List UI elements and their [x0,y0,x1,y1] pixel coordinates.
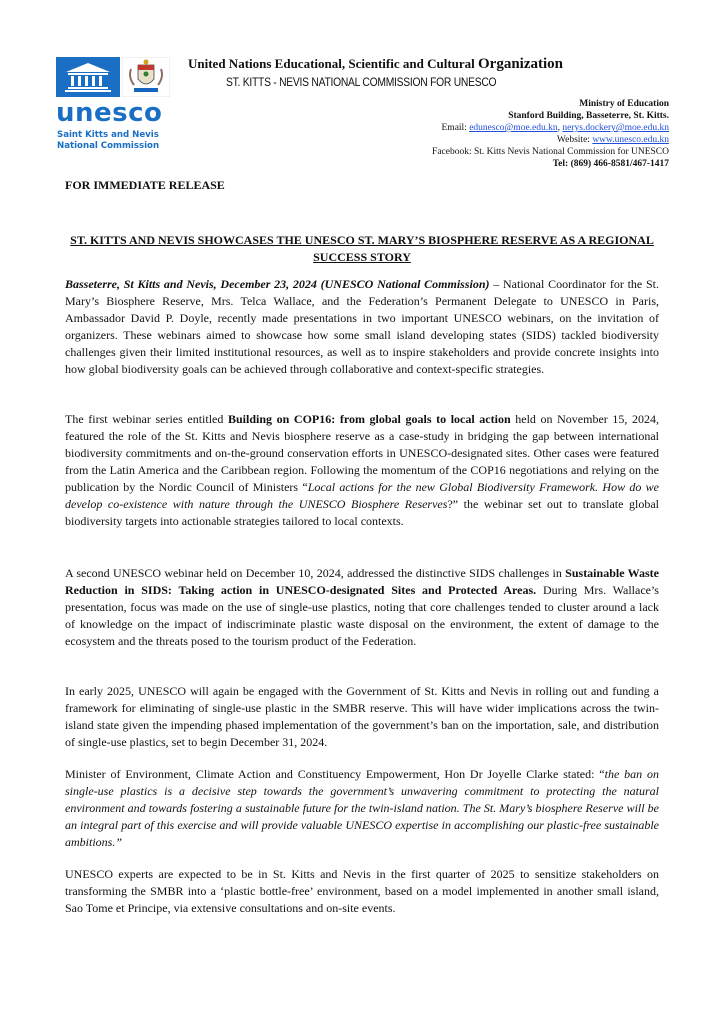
ministry-line: Ministry of Education [579,99,669,109]
p2-text-a: The first webinar series entitled [65,412,228,426]
website-line [557,134,669,146]
p3-text-a: A second UNESCO webinar held on December 10, 2024, addressed the distinctive SIDS challenges in [65,566,566,580]
email-label: Email: [441,123,470,133]
paragraph-1-lead: Basseterre, St Kitts and Nevis, December 23, 2024 (UNESCO National Commission) [65,277,490,291]
org-title-part2: Organization [478,56,564,72]
telephone-line: Tel: (869) 466-8581/467-1417 [552,159,669,169]
p2-bold-title: Building on COP16: from global goals to local action [227,412,511,426]
release-label: FOR IMMEDIATE RELEASE [65,178,225,192]
website-label: Website: [556,135,593,145]
paragraph-3 [65,565,659,650]
organization-title [188,56,563,73]
building-line: Stanford Building, Basseterre, St. Kitts. [508,111,669,121]
paragraph-6: UNESCO experts are expected to be in St. Kitts and Nevis in the first quarter of 2025 to sensitize stakeholders on transforming the SMBR into a ‘plastic bottle-free’ environment, based on a model implemented in another small island, Sao Tome et Principe, via extensive consultations and on-site events. [65,867,659,915]
p3-bold-title: Sustainable Waste Reduction in SIDS: Taking action in UNESCO-designated Sites and Protected Areas. [65,566,659,597]
paragraph-2 [65,411,659,530]
p5-italic-quote: the ban on single-use plastics is a decisive step towards the government’s unwavering commitment to protecting the natural environment and towards fostering a sustainable future for the twin-island nation. The St. Mary’s biosphere Reserve will be an integral part of this exercise and will provide valuable UNESCO expertise in accomplishing our plastic-free sustainable ambitions.” [65,767,659,849]
email-link-1[interactable]: edunesco@moe.edu.kn [469,123,558,133]
unesco-logo [56,57,170,155]
logo-subtitle-line1: Saint Kitts and Nevis [57,130,159,140]
facebook-line: Facebook: St. Kitts Nevis National Commission for UNESCO [432,147,669,157]
paragraph-1-text: – National Coordinator for the St. Mary’s Biosphere Reserve, Mrs. Telca Wallace, and the Federation’s Permanent Delegate to UNESCO in Paris, Ambassador David P. Doyle, recently made presentations in two important UNESCO webinars, on the invitation of organizers. These webinars aimed to showcase how some small island developing states (SIDS) tackled biodiversity challenges given their limited institutional resources, as well as to inspire stakeholders and provide concrete insights into how global biodiversity goals can be achieved through collaborative and context-specific strategies. [65,277,659,376]
paragraph-1 [65,276,659,378]
coat-of-arms-icon [122,57,170,97]
email-link-2[interactable]: nerys.dockery@moe.edu.kn [562,123,669,133]
unesco-wordmark: unesco [56,98,163,128]
p2-text-e: ?” the webinar set out to translate global biodiversity targets into actionable strategies tailored to local contexts. [65,497,659,528]
org-title-part1: United Nations Educational, Scientific and Cultural [188,56,479,71]
paragraph-4: In early 2025, UNESCO will again be engaged with the Government of St. Kitts and Nevis in rolling out and funding a framework for eliminating of single-use plastic in the SMBR reserve. This will have wider implications across the twin-island state given the impending phased implementation of the government’s ban on the importation, sale, and distribution of single-use plastics, set to begin December 31, 2024. [65,684,659,749]
p2-italic-publication: Local actions for the new Global Biodiversity Framework. How do we develop co-existence with nature through the UNESCO Biosphere Reserves [65,480,659,511]
p2-text-c: held on November 15, 2024, featured the role of the St. Kitts and Nevis biosphere reserve as a case-study in bridging the gap between international biodiversity commitments and on-the-ground conservation efforts in UNESCO-designated sites. Other cases were featured from the Latin America and the Caribbean region. Following the momentum of the COP16 negotiations and relying on the publication by the Nordic Council of Ministers “ [65,412,659,494]
headline: ST. KITTS AND NEVIS SHOWCASES THE UNESCO ST. MARY’S BIOSPHERE RESERVE AS A REGIONAL SUCCESS STORY [70,233,654,264]
p5-text-a: Minister of Environment, Climate Action and Constituency Empowerment, Hon Dr Joyelle Clarke stated: “ [65,767,605,781]
emblem-row [56,57,170,97]
website-link[interactable]: www.unesco.edu.kn [592,135,669,145]
logo-subtitle-line2: National Commission [57,141,160,151]
email-separator: , [557,123,563,133]
email-line [442,122,670,134]
p3-text-c: During Mrs. Wallace’s presentation, focus was made on the use of single-use plastics, noting that core challenges tended to cluster around a lack of knowledge on the impact of indiscriminate plastic waste disposal on the environment, the extent of damage to the ecosystem and the threats posed to the tourism product of the Federation. [65,583,659,648]
paragraph-5 [65,766,659,851]
unesco-temple-icon [56,57,120,97]
commission-title: ST. KITTS - NEVIS NATIONAL COMMISSION FOR UNESCO [226,75,497,89]
